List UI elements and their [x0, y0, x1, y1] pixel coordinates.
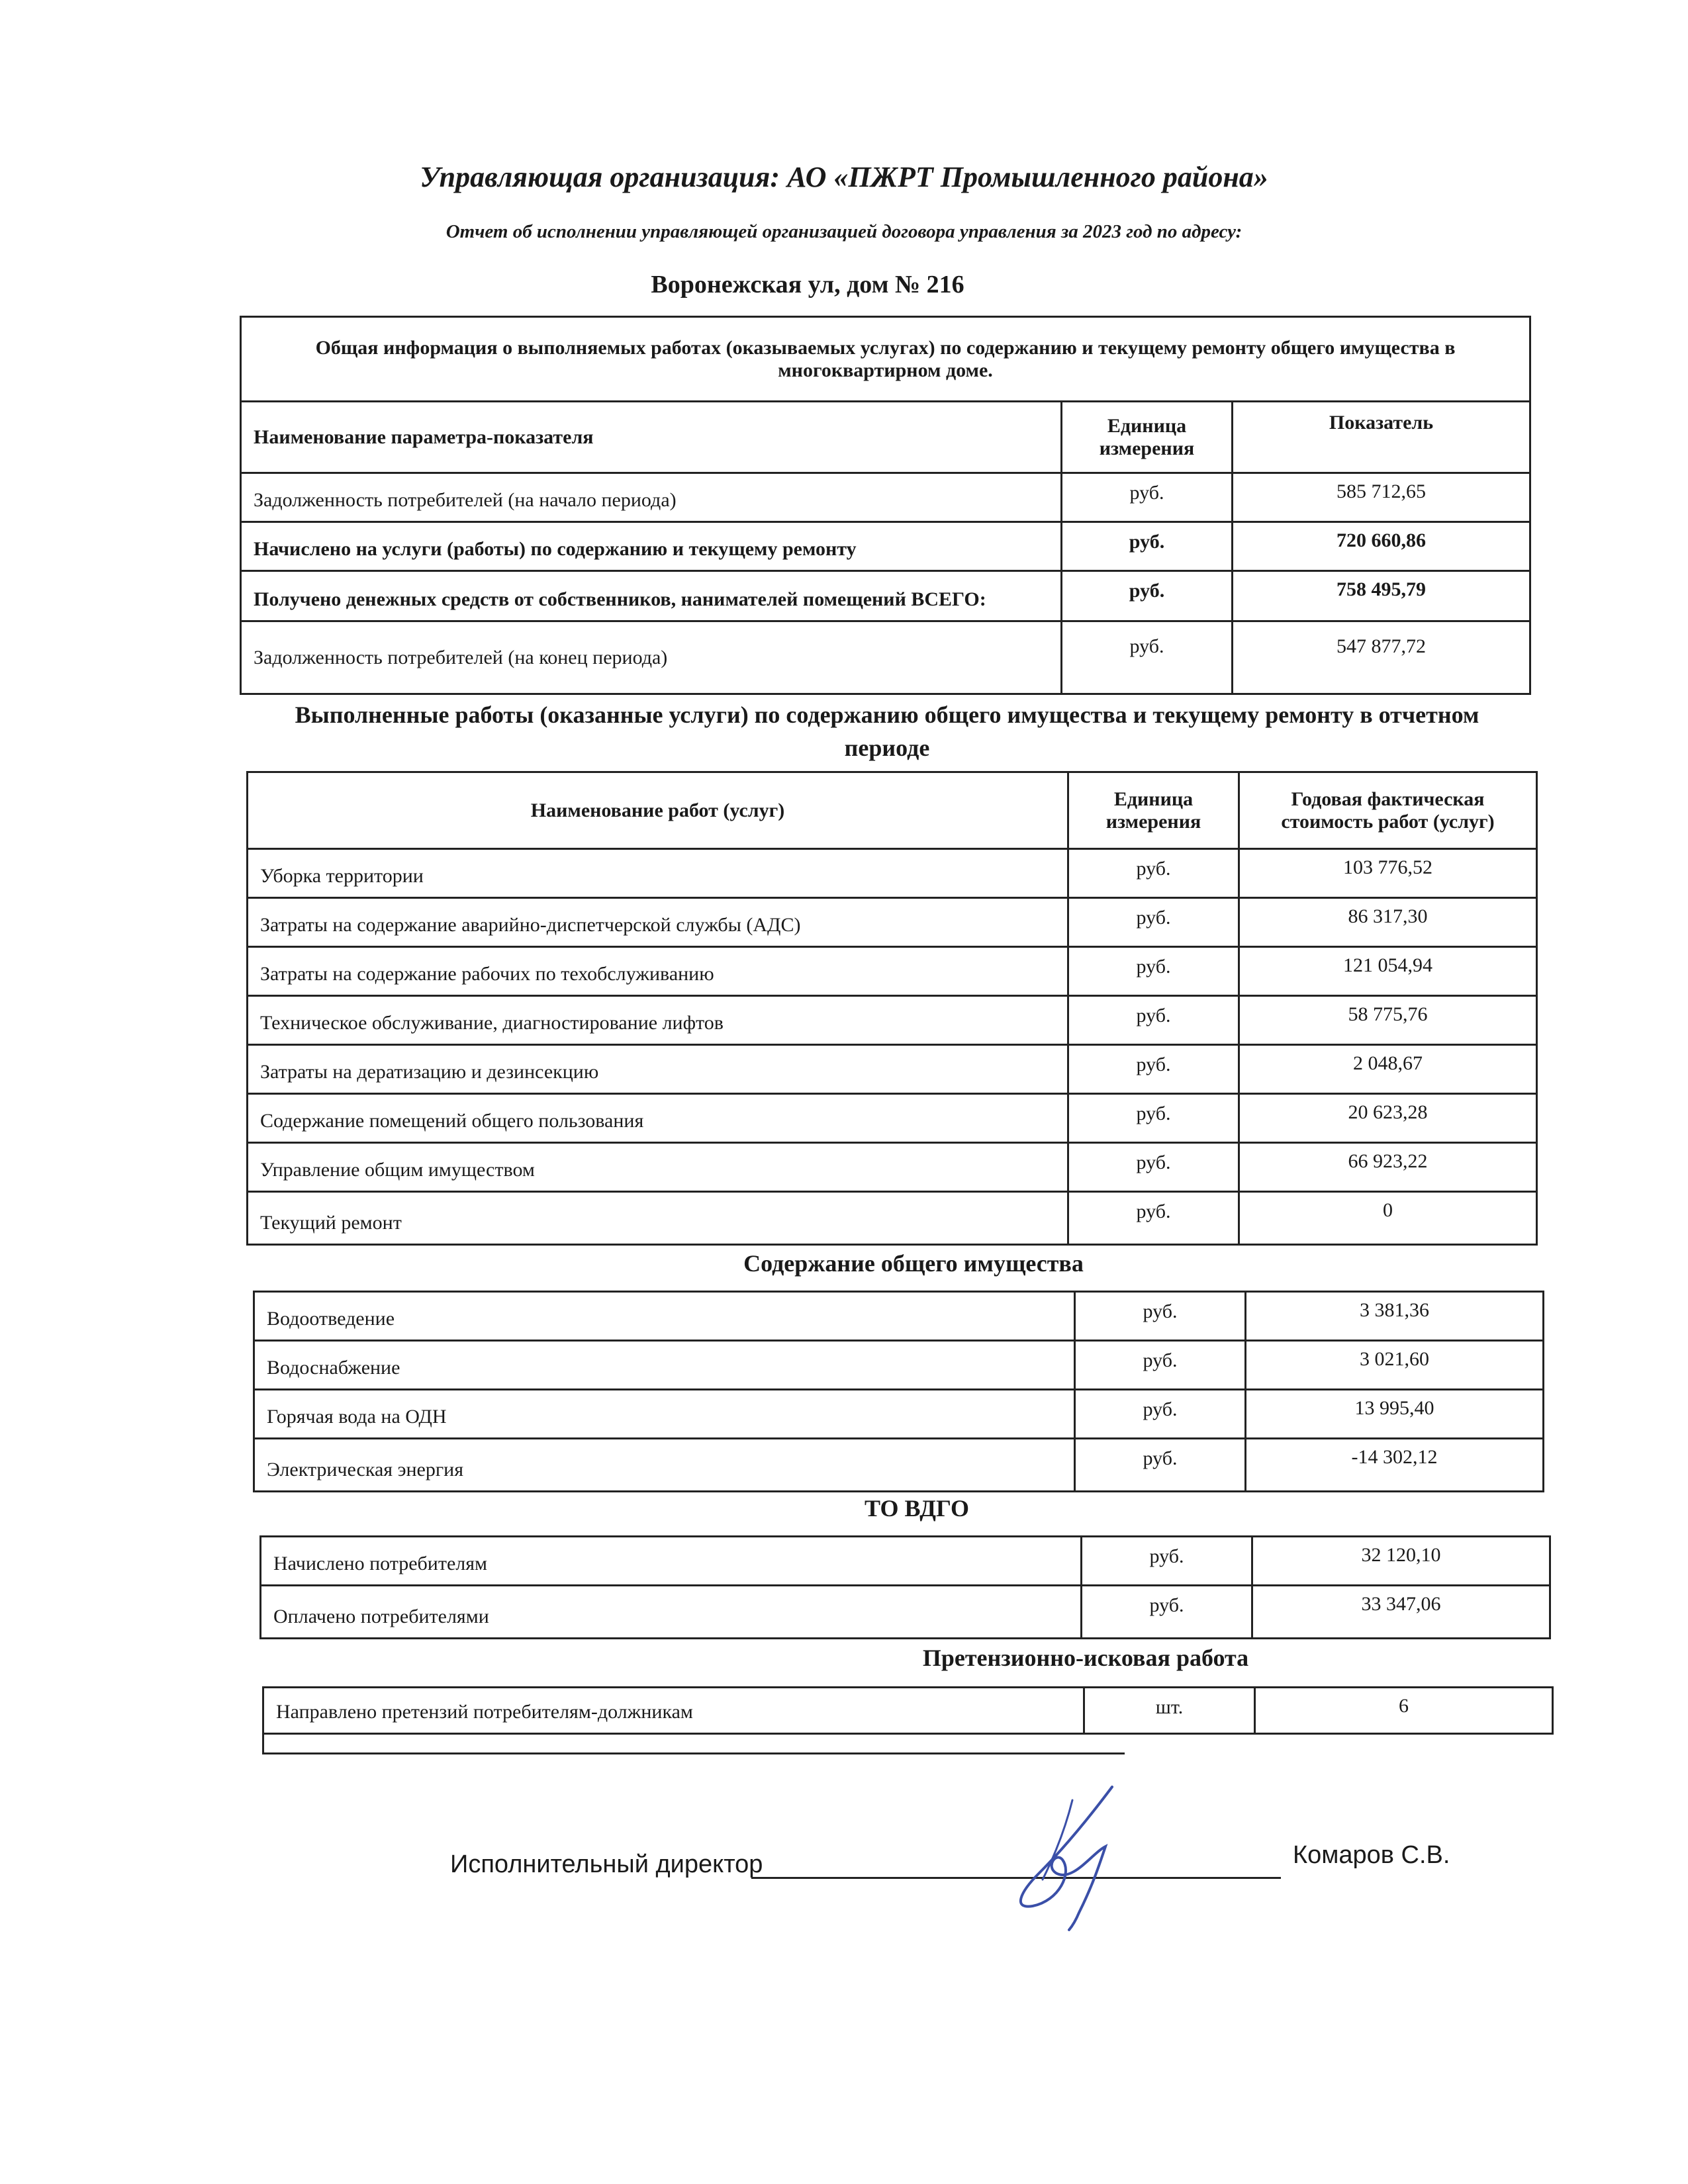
- report-title: Отчет об исполнении управляющей организацией договора управления за 2023 год по адресу:: [445, 221, 1243, 242]
- row-unit: руб.: [1062, 571, 1233, 621]
- row-name: Оплачено потребителями: [261, 1586, 1082, 1639]
- claims-title: Претензионно-исковая работа: [922, 1645, 1249, 1671]
- table-row: [263, 1688, 1553, 1734]
- row-unit: руб.: [1068, 1094, 1239, 1143]
- table-row: [248, 996, 1537, 1045]
- row-name: Затраты на содержание аварийно-диспетчерской службы (АДС): [248, 898, 1068, 947]
- column-header-unit: Единица измерения: [1062, 402, 1233, 473]
- row-unit: руб.: [1062, 522, 1233, 571]
- row-name: Получено денежных средств от собственников, нанимателей помещений ВСЕГО:: [241, 571, 1062, 621]
- column-header-parameter: Наименование параметра-показателя: [241, 402, 1062, 473]
- signature-role: Исполнительный директор: [450, 1850, 763, 1878]
- row-value: 33 347,06: [1252, 1586, 1550, 1639]
- row-unit: руб.: [1068, 947, 1239, 996]
- general-info-caption: Общая информация о выполняемых работах (оказываемых услугах) по содержанию и текущему ремонту общего имущества в многоквартирном доме.: [241, 317, 1530, 402]
- common-property-table: [253, 1291, 1544, 1492]
- row-unit: руб.: [1068, 1143, 1239, 1192]
- row-name: Водоотведение: [254, 1292, 1075, 1341]
- vdgo-title: ТО ВДГО: [865, 1495, 969, 1522]
- works-section-title: Выполненные работы (оказанные услуги) по содержанию общего имущества и текущему ремонту в отчетном периоде: [295, 702, 1479, 761]
- row-value: 20 623,28: [1239, 1094, 1537, 1143]
- row-unit: руб.: [1082, 1586, 1252, 1639]
- table-row: [241, 621, 1530, 694]
- table-row: [248, 1045, 1537, 1094]
- row-unit: руб.: [1075, 1292, 1246, 1341]
- works-table: [246, 771, 1538, 1246]
- table-row: [248, 1192, 1537, 1245]
- table-row: [241, 473, 1530, 522]
- row-name: Управление общим имуществом: [248, 1143, 1068, 1192]
- row-value: 3 021,60: [1246, 1341, 1544, 1390]
- row-name: Начислено на услуги (работы) по содержанию и текущему ремонту: [241, 522, 1062, 571]
- row-name: Текущий ремонт: [248, 1192, 1068, 1245]
- row-unit: руб.: [1082, 1537, 1252, 1586]
- table-row: [261, 1586, 1550, 1639]
- row-name: Начислено потребителям: [261, 1537, 1082, 1586]
- works-header-row: [248, 772, 1537, 849]
- table-row: [248, 849, 1537, 898]
- row-name: Содержание помещений общего пользования: [248, 1094, 1068, 1143]
- row-name: Задолженность потребителей (на конец периода): [241, 621, 1062, 694]
- table-row: [254, 1341, 1544, 1390]
- row-value: -14 302,12: [1246, 1439, 1544, 1492]
- row-unit: руб.: [1075, 1439, 1246, 1492]
- general-info-table: [240, 316, 1531, 695]
- row-name: Затраты на содержание рабочих по техобслуживанию: [248, 947, 1068, 996]
- general-info-header-row: [241, 402, 1530, 473]
- table-row: [248, 898, 1537, 947]
- row-unit: руб.: [1062, 621, 1233, 694]
- signature-name: Комаров С.В.: [1293, 1841, 1450, 1869]
- handwritten-signature: [993, 1774, 1165, 1933]
- row-unit: руб.: [1068, 996, 1239, 1045]
- column-header-value: Показатель: [1233, 402, 1530, 473]
- claims-table: [262, 1686, 1554, 1735]
- table-row: [254, 1439, 1544, 1492]
- table-row: [241, 571, 1530, 621]
- row-unit: руб.: [1075, 1390, 1246, 1439]
- row-name: Горячая вода на ОДН: [254, 1390, 1075, 1439]
- row-unit: руб.: [1068, 1045, 1239, 1094]
- row-value: 32 120,10: [1252, 1537, 1550, 1586]
- row-value: 121 054,94: [1239, 947, 1537, 996]
- table-row: [241, 522, 1530, 571]
- row-name: Затраты на дератизацию и дезинсекцию: [248, 1045, 1068, 1094]
- address: Воронежская ул, дом № 216: [651, 271, 964, 298]
- column-header-annual-cost: Годовая фактическая стоимость работ (услуг): [1239, 772, 1537, 849]
- vdgo-table: [259, 1535, 1551, 1639]
- table-row: [254, 1390, 1544, 1439]
- row-value: 66 923,22: [1239, 1143, 1537, 1192]
- table-row: [261, 1537, 1550, 1586]
- table-row: [254, 1292, 1544, 1341]
- row-value: 585 712,65: [1233, 473, 1530, 522]
- row-unit: руб.: [1075, 1341, 1246, 1390]
- general-info-caption-row: [241, 317, 1530, 402]
- row-value: 6: [1255, 1688, 1553, 1734]
- column-header-unit: Единица измерения: [1068, 772, 1239, 849]
- row-value: 58 775,76: [1239, 996, 1537, 1045]
- row-value: 103 776,52: [1239, 849, 1537, 898]
- column-header-work-name: Наименование работ (услуг): [248, 772, 1068, 849]
- organization-title: Управляющая организация: АО «ПЖРТ Промышленного района»: [420, 161, 1268, 193]
- row-value: 0: [1239, 1192, 1537, 1245]
- row-name: Задолженность потребителей (на начало периода): [241, 473, 1062, 522]
- row-value: 13 995,40: [1246, 1390, 1544, 1439]
- claims-bottom-border: [262, 1733, 1125, 1754]
- row-value: 758 495,79: [1233, 571, 1530, 621]
- row-value: 3 381,36: [1246, 1292, 1544, 1341]
- row-value: 86 317,30: [1239, 898, 1537, 947]
- table-row: [248, 947, 1537, 996]
- row-unit: руб.: [1068, 898, 1239, 947]
- table-row: [248, 1094, 1537, 1143]
- row-name: Электрическая энергия: [254, 1439, 1075, 1492]
- row-name: Уборка территории: [248, 849, 1068, 898]
- row-value: 547 877,72: [1233, 621, 1530, 694]
- row-name: Техническое обслуживание, диагностирование лифтов: [248, 996, 1068, 1045]
- row-unit: руб.: [1068, 849, 1239, 898]
- table-row: [248, 1143, 1537, 1192]
- row-value: 720 660,86: [1233, 522, 1530, 571]
- row-value: 2 048,67: [1239, 1045, 1537, 1094]
- row-name: Направлено претензий потребителям-должникам: [263, 1688, 1084, 1734]
- row-unit: шт.: [1084, 1688, 1255, 1734]
- row-unit: руб.: [1068, 1192, 1239, 1245]
- common-property-title: Содержание общего имущества: [743, 1250, 1084, 1277]
- row-unit: руб.: [1062, 473, 1233, 522]
- row-name: Водоснабжение: [254, 1341, 1075, 1390]
